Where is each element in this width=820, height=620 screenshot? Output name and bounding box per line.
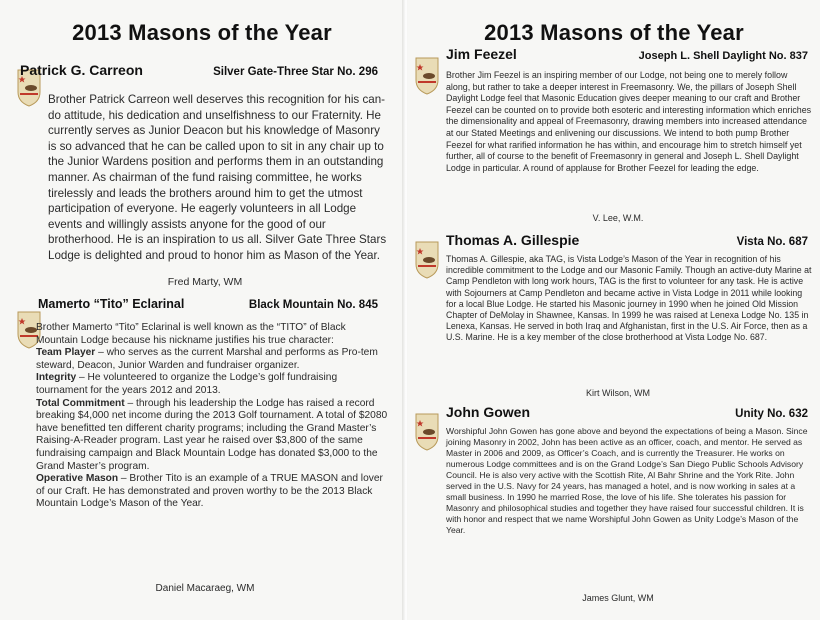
entry-header: [446, 46, 808, 62]
mason-name: Thomas A. Gillespie: [446, 232, 580, 248]
entry-header: [38, 297, 378, 311]
entry-header: [20, 62, 378, 78]
mason-name: Jim Feezel: [446, 46, 517, 62]
entry-body: Brother Patrick Carreon well deserves this recognition for his can-do attitude, his dedication and unselfishness to our Fraternity. He currently serves as Junior Deacon but his knowledge of Masonry is so advanced that he can be called upon to sit in any chair up to the Junior Wardens position and performs them in an outstanding manner. As chairman of the fund raising committee, he works tirelessly and leads the brothers around him to get the utmost participation of everyone. He eagerly volunteers in all Lodge events and willingly assists anyone for the good of our brotherhood. He is an inspiration to us all. Silver Gate Three Stars Lodge is delighted and proud to honor him as Mason of the Year.: [48, 93, 387, 262]
california-badge-icon: [414, 56, 440, 96]
entry-body: Worshipful John Gowen has gone above and beyond the expectations of being a Mason. Since joining Masonry in 2002, John has been active as an officer, coach, and mentor. He served as Master in 2006 and 2009, as Officer’s Coach, and is currently the Treasurer. He works on numerous Lodge committees and is on the Grand Lodge’s San Diego Public Schools Advisory Council. He is also very active with the Scottish Rite, Al Bahr Shrine and the York Rite. John served in the U.S. Navy for 24 years, has managed a hotel, and is now working in sales at a small business. In 1990 he married Rose, the love of his life. She tolerates his passion for Masonry and philosophical studies and together they have raised four successful children. It is with honor and respect that we name Worshipful John Gowen as Unity Lodge’s Mason of the Year.: [446, 426, 808, 535]
lodge-name: Unity No. 632: [735, 408, 808, 420]
quality-text: – He volunteered to organize the Lodge’s golf fundraising tournament for the years 2012 and 2013.: [36, 372, 338, 396]
california-badge-icon: [414, 240, 440, 280]
page-title-right: 2013 Masons of the Year: [484, 20, 744, 45]
quality-paragraph: [36, 372, 390, 397]
entry-feezel: [446, 46, 808, 62]
signature: V. Lee, W.M.: [592, 213, 644, 223]
left-page: [0, 0, 404, 620]
lodge-name: Vista No. 687: [736, 236, 808, 248]
quality-label: Integrity: [36, 372, 77, 384]
entry-carreon: [20, 62, 378, 78]
right-page: [408, 0, 820, 620]
entry-body: Thomas A. Gillespie, aka TAG, is Vista Lodge’s Mason of the Year in recognition of his incredible commitment to the Lodge and our Masonic Family. Though an active-duty Marine at Camp Pendleton with long work hours, TAG is the first to volunteer for any task. He is active with Sojourners at Camp Pendleton and became active in Vista Lodge in 2011 while looking for a local Blue Lodge. He started his Masonic journey in 1990 when he joined Old Mission Chapter of DeMolay in Shawnee, Kansas. In 1999 he was raised at Lenexa Lodge No. 135 in Lenexa, Kansas. He served in both Iraq and Afghanistan, first in the U.S. Air Force, then as a U.S. Marine. He is a key member of the close brotherhood at Vista Lodge No. 687.: [446, 254, 812, 343]
signature: Fred Marty, WM: [167, 276, 243, 288]
signature: Kirt Wilson, WM: [586, 388, 650, 398]
quality-paragraph: [36, 347, 390, 372]
entry-eclarinal: [38, 297, 378, 311]
entry-gillespie: [446, 232, 808, 248]
quality-paragraph: [36, 398, 390, 474]
lodge-name: Silver Gate-Three Star No. 296: [213, 66, 378, 78]
mason-name: John Gowen: [446, 404, 530, 420]
california-badge-icon: [414, 412, 440, 452]
entry-body-eclarinal: [36, 322, 390, 511]
quality-text: – through his leadership the Lodge has raised a record breaking $4,000 net income during the 2013 Golf tournament. A total of $2080 have benefitted ten different charity programs; including the Grand Master’s Raising-A-Reader program. Last year he raised over $3,800 of the same fundraising campaign and Black Mountain Lodge has donated $3,000 to the Grand Master’s program.: [36, 397, 388, 472]
mason-name: Patrick G. Carreon: [20, 62, 143, 78]
mason-name: Mamerto “Tito” Eclarinal: [38, 297, 185, 311]
quality-label: Team Player: [36, 347, 96, 359]
quality-label: Total Commitment: [36, 397, 125, 409]
lodge-name: Joseph L. Shell Daylight No. 837: [638, 50, 808, 62]
page-title-left: 2013 Masons of the Year: [72, 20, 332, 45]
entry-gowen: [446, 404, 808, 420]
entry-body: Brother Jim Feezel is an inspiring member of our Lodge, not being one to merely follow along, but rather to take a deeper interest in Freemasonry. We, the pillars of Joseph Shell Daylight Lodge feel that Masonic Education gives deeper meaning to our craft and Brother Feezel can be counted on to provide both esoteric and interesting information which enriches the dimensionality and appeal of Freemasonry, drawing members into increased attendance at our Stated Meetings and enlivening our discussions. We intend to both pump Brother Feezel for what rarified information he has within, and encourage him to stretch himself yet further, all of course to the benefit of Freemasonry in general and Joseph L. Shell Daylight Lodge in particular. A round of applause for Brother Feezel for leading the edge.: [446, 70, 812, 173]
quality-text: – who serves as the current Marshal and performs as Pro-tem steward, Deacon, Junior Warden and fundraiser organizer.: [36, 347, 378, 371]
lodge-name: Black Mountain No. 845: [248, 299, 378, 311]
quality-text: – Brother Tito is an example of a TRUE MASON and lover of our Craft. He has demonstrated and proven worthy to be the 2013 Black Mountain Lodge’s Mason of the Year.: [36, 473, 383, 510]
signature: James Glunt, WM: [582, 593, 654, 603]
quality-paragraph: [36, 473, 390, 511]
entry-header: [446, 404, 808, 420]
signature: Daniel Macaraeg, WM: [155, 583, 255, 594]
quality-label: Operative Mason: [36, 473, 119, 485]
entry-intro: Brother Mamerto “Tito” Eclarinal is well known as the “TITO” of Black Mountain Lodge because his nickname justifies his true character:: [36, 322, 346, 346]
entry-header: [446, 232, 808, 248]
